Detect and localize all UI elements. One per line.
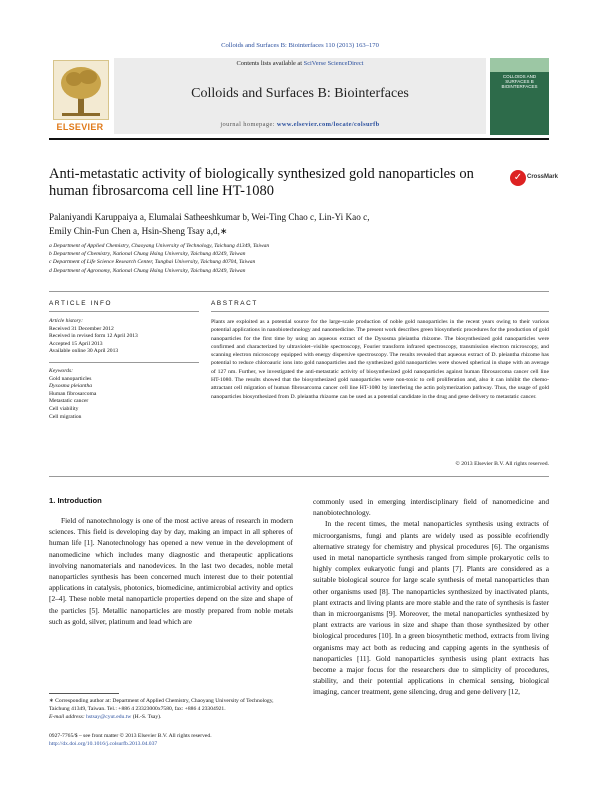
history-accepted: Accepted 15 April 2013	[49, 340, 103, 347]
bottom-info	[49, 733, 349, 749]
keywords-rule	[49, 362, 199, 363]
authors-line-2: Emily Chin-Fun Chen a, Hsin-Sheng Tsay a,d,∗	[49, 226, 228, 236]
crossmark-icon: ✓	[510, 170, 526, 186]
homepage-prefix: journal homepage:	[220, 121, 277, 128]
journal-banner	[114, 58, 486, 134]
header-rule	[49, 138, 549, 140]
journal-cover-image	[490, 58, 549, 135]
keyword: Gold nanoparticles	[49, 375, 92, 382]
cover-band	[490, 58, 549, 72]
intro-left-column	[49, 515, 293, 627]
journal-title: Colloids and Surfaces B: Biointerfaces	[191, 86, 409, 101]
history-received: Received 31 December 2012	[49, 325, 114, 332]
author-list	[49, 210, 549, 238]
cover-title: COLLOIDS AND SURFACES B BIOINTERFACES	[501, 74, 538, 89]
intro-paragraph-1: Field of nanotechnology is one of the most active areas of research in modern sciences. This field is developing day by day, making an impact in all spheres of human life [1]. Nanotechnology has opened a new venue in the development of nanomedicine which includes many diagnostic and therapeutic applications involving nanomaterials and nanodevices. In the last two decades, noble metal nanoparticles synthesis has been concerned much interest due to their potential applications in catalysis, photonics, biomedicine, antimicrobial activity and optics [2–4]. These noble metal nanoparticle properties depend on the size and shape of the particles [5]. Metallic nanoparticles are mostly prepared from noble metals such as gold, silver, platinum and lead which are	[49, 516, 293, 626]
affiliations	[49, 242, 549, 275]
homepage-link[interactable]: www.elsevier.com/locate/colsurfb	[276, 121, 380, 128]
sciencedirect-link[interactable]: SciVerse ScienceDirect	[303, 60, 364, 67]
issn-line: 0927-7765/$ – see front matter © 2013 Elsevier B.V. All rights reserved.	[49, 733, 212, 739]
article-info-rule	[49, 311, 199, 312]
contents-prefix: Contents lists available at	[236, 60, 304, 67]
history-revised: Received in revised form 12 April 2013	[49, 333, 138, 340]
keyword: Cell migration	[49, 413, 82, 420]
affiliation-c: c Department of Life Science Research Center, Tunghai University, Taichung 40704, Taiwan	[49, 259, 256, 266]
introduction-heading: 1. Introduction	[49, 496, 102, 505]
affiliation-d: d Department of Agronomy, National Chung Hsing University, Taichung 40249, Taiwan	[49, 267, 246, 274]
email-line	[49, 714, 293, 722]
history-online: Available online 30 April 2013	[49, 348, 119, 355]
article-title: Anti-metastatic activity of biologically synthesized gold nanoparticles on human fibrosarcoma cell line HT-1080	[49, 166, 474, 199]
affiliation-rule	[49, 291, 549, 292]
abstract-text: Plants are exploited as a potential source for the large-scale production of noble gold nanoparticles in the recent years owing to their various potential applications in nanobiotechnology and nanomedicine. The present work describes green biosynthetic procedures for the production of gold nanoparticles for the first time by using an aqueous extract of the Dysosma pleiantha rhizome. The biosynthesized gold nanoparticles were confirmed and characterized by ultraviolet–visible spectroscopy, Fourier transform infrared spectroscopy, transmission electron microscopy, and scanning electron microscopy equipped with energy dispersive spectroscopy. The results revealed that aqueous extract of D. pleiantha rhizome has potential to reduce chloroauric ions into gold nanoparticles and the synthesized gold nanoparticles were showed spherical in shape with an average of 127 nm. Further, we investigated the anti-metastatic activity of biosynthesized gold nanoparticles against human fibrosarcoma cancer cell line HT-1080. The results showed that the biosynthesized gold nanoparticles were non-toxic to cell proliferation and, also it can inhibit the chemo-attractant cell migration of human fibrosarcoma cancer cell line HT-1080 by interfering the actin polymerization pathway. Thus, the usage of gold nanoparticles biosynthesized from D. pleiantha rhizome can be used as a potential candidate in the drug and gene delivery to metastatic cancer.	[211, 319, 549, 400]
history-label: Article history:	[49, 318, 84, 324]
crossmark-label: CrossMark	[527, 174, 559, 180]
doi-link[interactable]: http://dx.doi.org/10.1016/j.colsurfb.2013.04.037	[49, 740, 158, 747]
affiliation-b: b Department of Chemistry, National Chung Hsing University, Taichung 40249, Taiwan	[49, 251, 246, 258]
crossmark-badge[interactable]	[510, 170, 559, 194]
elsevier-tree-icon	[53, 60, 109, 120]
elsevier-logo	[49, 58, 111, 136]
abstract-heading: ABSTRACT	[211, 300, 258, 307]
intro-paragraph-2: In the recent times, the metal nanoparticles synthesis using extracts of microorganisms, fungi and plants are widely used as possible ecofriendly alternative strategy for chemistry and physical procedures [6]. The organisms used in metal nanoparticle synthesis ranged from simple prokaryotic cells to highly complex eukaryotic fungi and plants [7]. Plants are considered as a suitable biological source for large scale synthesis of metal nanoparticles than other organisms used [8]. The nanoparticles synthesized by inactivated plants, plant extracts and living plants are more stable and the rate of synthesis is faster than in microorganisms [9]. Moreover, the metal nanoparticles synthesized by plant extracts are various in size and shape than those synthesized by other biological procedures [10]. In a green biosynthetic method, extracts from living organisms may act both as reducing and capping agents in the synthesis of nanoparticles [11]. Gold nanoparticles synthesis using plant extracts has become a major focus for the researchers due to simplicity of procedures, stability, and their potential applications in chemical sensing, biological imaging, cancer treatment, gene silencing, drug and gene delivery [12,	[313, 519, 549, 697]
intro-right-column	[313, 496, 549, 698]
contents-line	[114, 60, 486, 67]
keywords-label: Keywords:	[49, 367, 74, 374]
email-link[interactable]: hstsay@cyut.edu.tw	[86, 713, 132, 720]
article-info-heading: ARTICLE INFO	[49, 300, 113, 307]
keyword: Human fibrosarcoma	[49, 390, 97, 397]
email-label: E-mail address:	[49, 713, 87, 720]
running-head: Colloids and Surfaces B: Biointerfaces 110 (2013) 163–170	[221, 42, 379, 49]
abstract-bottom-rule	[49, 476, 549, 477]
keyword: Dysosma pleiantha	[49, 383, 93, 390]
email-suffix: (H.-S. Tsay).	[131, 713, 162, 720]
affiliation-a: a Department of Applied Chemistry, Chaoyang University of Technology, Taichung 41349, Taiwan	[49, 243, 270, 249]
publisher-name: ELSEVIER	[56, 122, 104, 132]
abstract-rule	[211, 311, 549, 312]
authors-line-1: Palaniyandi Karuppaiya a, Elumalai Satheeshkumar b, Wei-Ting Chao c, Lin-Yi Kao c,	[49, 212, 370, 222]
corresponding-author: ∗ Corresponding author at: Department of Applied Chemistry, Chaoyang University of Technology, Taichung 41349, Taiwan. Tel.: +886 4 23323000x7580, fax: +886 4 23304921.	[49, 698, 274, 712]
homepage-line	[114, 121, 486, 128]
intro-paragraph-continued: commonly used in emerging interdisciplinary field of nanomedicine and nanobiotechnology.	[313, 497, 549, 518]
copyright: © 2013 Elsevier B.V. All rights reserved.	[455, 461, 549, 467]
article-info	[49, 318, 199, 421]
keyword: Metastatic cancer	[49, 398, 89, 405]
keyword: Cell viability	[49, 405, 79, 412]
footnote-rule	[49, 693, 119, 694]
corresponding-footnote	[49, 698, 293, 721]
